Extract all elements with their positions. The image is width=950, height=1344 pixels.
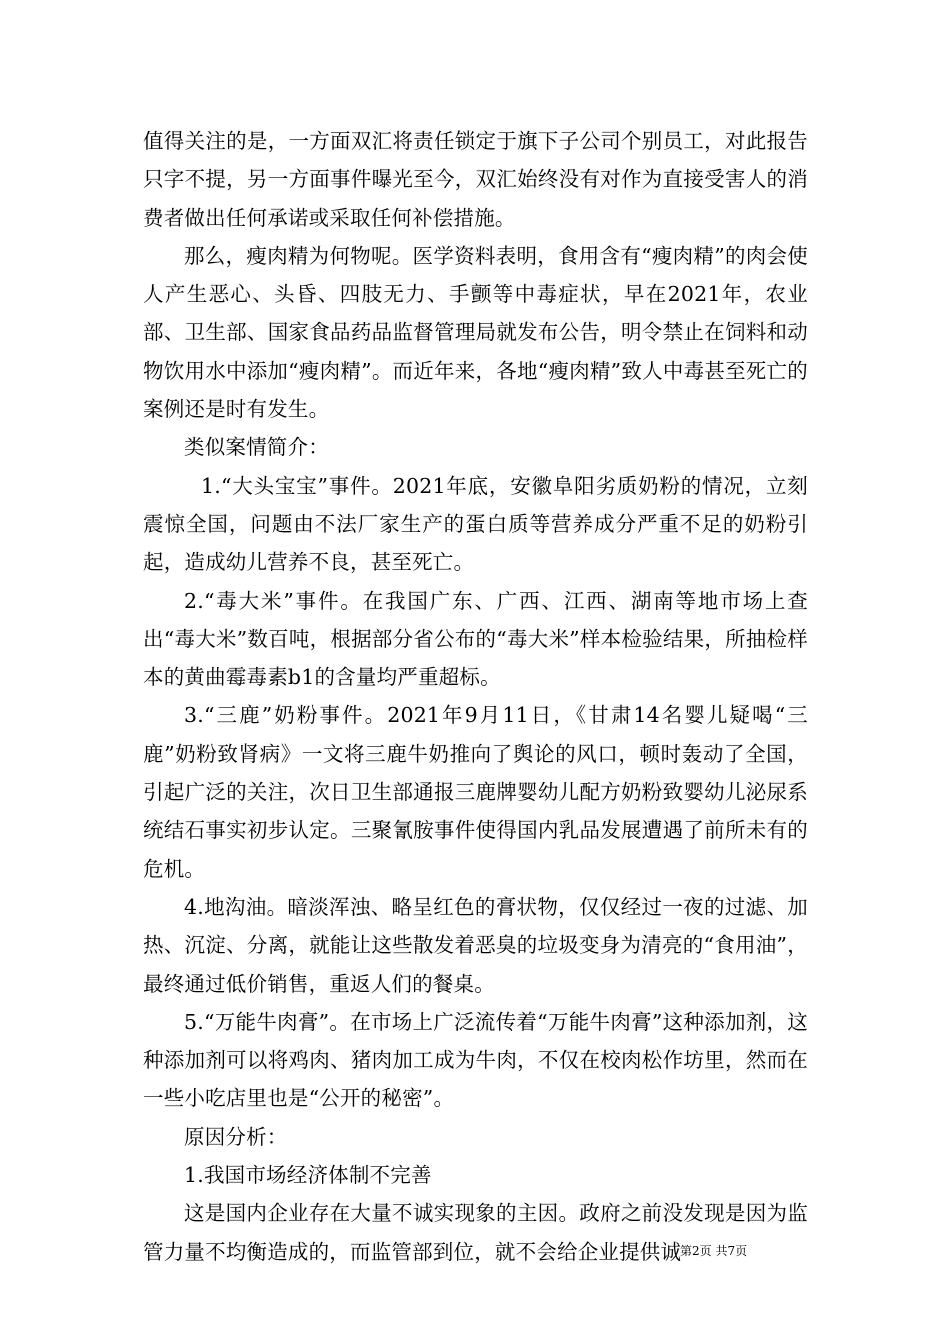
cause-item-1: 1.我国市场经济体制不完善	[184, 1163, 432, 1188]
page-number: 第2页 共7页	[680, 1244, 748, 1258]
heading-similar-cases: 类似案情简介：	[184, 435, 329, 460]
paragraph-cause-detail: 这是国内企业存在大量不诚实现象的主因。政府之前没发现是因为监管力量不均衡造成的，而监管部到位，就不会给企业提供诚	[143, 1201, 808, 1264]
case-item-3: 3.“三鹿”奶粉事件。2021年9月11日，《甘肃14名婴儿疑喝“三鹿”奶粉致肾病》一文将三鹿牛奶推向了舆论的风口，顿时轰动了全国，引起广泛的关注，次日卫生部通报三鹿牌婴幼儿配方奶粉致婴幼儿泌尿系统结石事实初步认定。三聚氰胺事件使得国内乳品发展遭遇了前所未有的危机。	[143, 703, 808, 881]
heading-cause-analysis: 原因分析：	[184, 1124, 288, 1149]
document-body	[143, 122, 808, 1271]
case-item-2: 2.“毒大米”事件。在我国广东、广西、江西、湖南等地市场上查出“毒大米”数百吨，根据部分省公布的“毒大米”样本检验结果，所抽检样本的黄曲霉毒素b1的含量均严重超标。	[143, 588, 808, 690]
case-item-1: 1.“大头宝宝”事件。2021年底，安徽阜阳劣质奶粉的情况，立刻震惊全国，问题由不法厂家生产的蛋白质等营养成分严重不足的奶粉引起，造成幼儿营养不良，甚至死亡。	[143, 473, 808, 575]
case-item-5: 5.“万能牛肉膏”。在市场上广泛流传着“万能牛肉膏”这种添加剂，这种添加剂可以将鸡肉、猪肉加工成为牛肉，不仅在校肉松作坊里，然而在一些小吃店里也是“公开的秘密”。	[143, 1009, 808, 1111]
paragraph-liability: 值得关注的是，一方面双汇将责任锁定于旗下子公司个别员工，对此报告只字不提，另一方面事件曝光至今，双汇始终没有对作为直接受害人的消费者做出任何承诺或采取任何补偿措施。	[143, 129, 808, 230]
paragraph-clenbuterol: 那么，瘦肉精为何物呢。医学资料表明，食用含有“瘦肉精”的肉会使人产生恶心、头昏、四肢无力、手颤等中毒症状，早在2021年，农业部、卫生部、国家食品药品监督管理局就发布公告，明令禁止在饲料和动物饮用水中添加“瘦肉精”。而近年来，各地“瘦肉精”致人中毒甚至死亡的案例还是时有发生。	[143, 243, 808, 422]
case-item-4: 4.地沟油。暗淡浑浊、略呈红色的膏状物，仅仅经过一夜的过滤、加热、沉淀、分离，就能让这些散发着恶臭的垃圾变身为清亮的“食用油”，最终通过低价销售，重返人们的餐桌。	[143, 894, 808, 996]
